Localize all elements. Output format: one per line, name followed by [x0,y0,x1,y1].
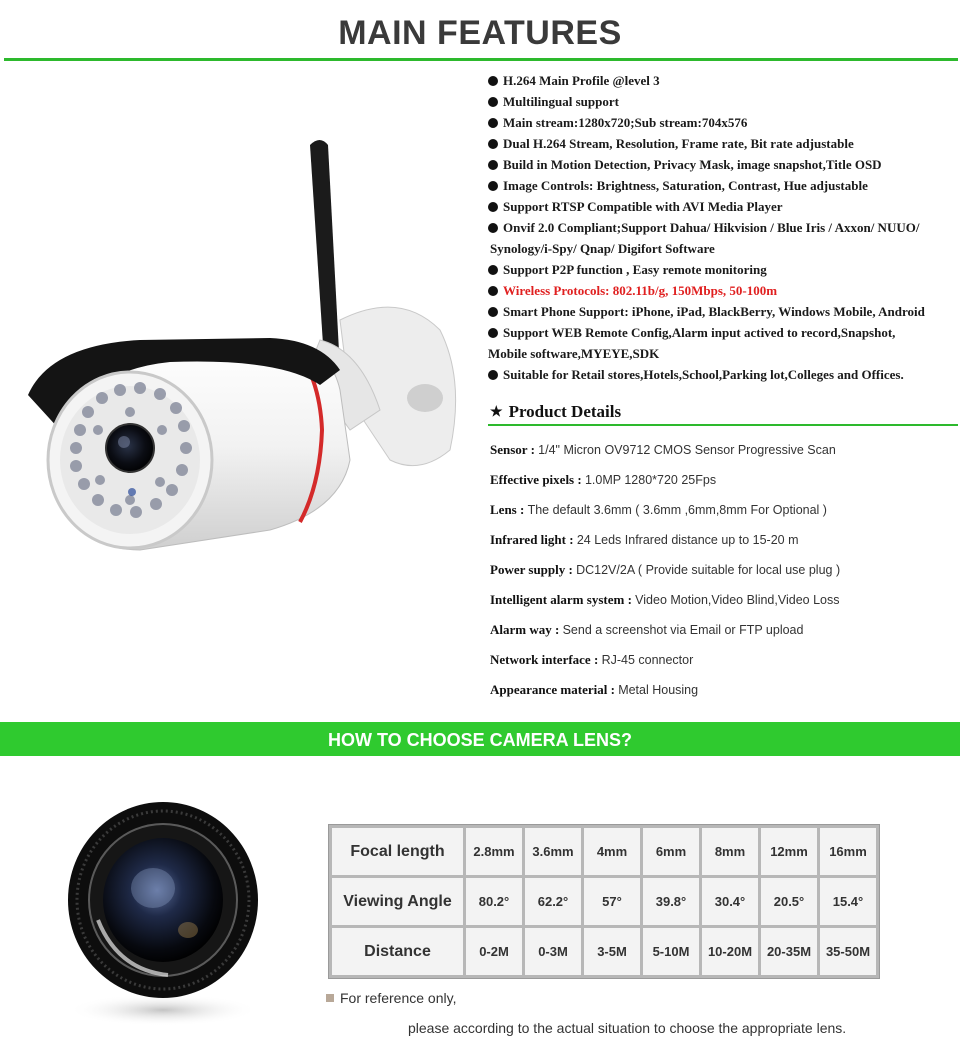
feature-text: Main stream:1280x720;Sub stream:704x576 [503,115,748,130]
detail-row: Lens : The default 3.6mm ( 3.6mm ,6mm,8mm For Optional ) [490,502,827,517]
detail-label: Infrared light [490,532,566,547]
detail-row: Power supply : DC12V/2A ( Provide suitable for local use plug ) [490,562,841,577]
feature-text: Image Controls: Brightness, Saturation, Contrast, Hue adjustable [503,178,868,193]
star-icon: ★ [490,405,503,420]
product-details-title: Product Details [508,402,622,421]
feature-item [488,301,958,322]
bullet-icon [488,370,498,380]
bullet-icon [488,97,498,107]
bullet-icon [488,76,498,86]
detail-value: DC12V/2A ( Provide suitable for local use plug ) [576,563,841,577]
feature-item [488,217,958,238]
table-cell: 20-35M [761,928,817,975]
bullet-icon [488,202,498,212]
product-details-heading [490,402,956,426]
feature-text: Smart Phone Support: iPhone, iPad, BlackBerry, Windows Mobile, Android [503,304,925,319]
row-header: Distance [332,928,463,975]
lens-section-heading: HOW TO CHOOSE CAMERA LENS? [0,722,960,756]
bullet-icon [488,286,498,296]
reference-note-continued: please according to the actual situation to choose the appropriate lens. [408,1020,847,1036]
detail-value: Metal Housing [618,683,699,697]
detail-label: Power supply [490,562,566,577]
table-cell: 2.8mm [466,828,522,875]
camera-lens-image [58,800,268,1030]
table-cell: 10-20M [702,928,758,975]
bullet-icon [488,181,498,191]
features-list [488,70,958,385]
feature-text: Support WEB Remote Config,Alarm input actived to record,Snapshot, [503,325,896,340]
table-cell: 6mm [643,828,699,875]
product-details-divider [488,424,958,426]
feature-text: Dual H.264 Stream, Resolution, Frame rate, Bit rate adjustable [503,136,854,151]
bullet-icon [488,160,498,170]
detail-row: Effective pixels : 1.0MP 1280*720 25Fps [490,472,717,487]
feature-text: Onvif 2.0 Compliant;Support Dahua/ Hikvision / Blue Iris / Axxon/ NUUO/ [503,220,920,235]
table-cell: 5-10M [643,928,699,975]
detail-value: 1/4" Micron OV9712 CMOS Sensor Progressive Scan [538,443,836,457]
detail-value: The default 3.6mm ( 3.6mm ,6mm,8mm For Optional ) [527,503,827,517]
feature-item [488,91,958,112]
detail-row: Intelligent alarm system : Video Motion,Video Blind,Video Loss [490,592,840,607]
square-bullet-icon [326,994,334,1002]
detail-value: RJ-45 connector [601,653,694,667]
feature-item [488,322,958,343]
detail-row: Infrared light : 24 Leds Infrared distance up to 15-20 m [490,532,799,547]
feature-item [488,70,958,91]
table-cell: 0-2M [466,928,522,975]
table-cell: 20.5° [761,878,817,925]
feature-text: Support P2P function , Easy remote monitoring [503,262,767,277]
bullet-icon [488,328,498,338]
detail-value: Video Motion,Video Blind,Video Loss [635,593,840,607]
product-details-list [490,440,960,710]
table-row [332,878,876,925]
feature-text: Build in Motion Detection, Privacy Mask, image snapshot,Title OSD [503,157,882,172]
table-cell: 35-50M [820,928,876,975]
bullet-camera-image [20,130,480,570]
feature-item [488,175,958,196]
table-cell: 16mm [820,828,876,875]
feature-text: Wireless Protocols: 802.11b/g, 150Mbps, 50-100m [503,283,778,298]
page-title: MAIN FEATURES [338,14,622,52]
table-row [332,828,876,875]
table-cell: 8mm [702,828,758,875]
table-cell: 3-5M [584,928,640,975]
feature-item [488,364,958,385]
feature-continuation: Mobile software,MYEYE,SDK [488,346,660,361]
table-cell: 30.4° [702,878,758,925]
detail-row: Alarm way : Send a screenshot via Email or FTP upload [490,622,804,637]
bullet-icon [488,307,498,317]
detail-label: Lens [490,502,517,517]
detail-value: 1.0MP 1280*720 25Fps [584,473,717,487]
row-header: Viewing Angle [332,878,463,925]
table-cell: 62.2° [525,878,581,925]
title-divider [4,58,958,61]
feature-text: Multilingual support [503,94,619,109]
detail-label: Appearance material [490,682,608,697]
detail-row: Appearance material : Metal Housing [490,682,699,697]
feature-item [488,154,958,175]
table-cell: 3.6mm [525,828,581,875]
feature-text: Support RTSP Compatible with AVI Media Player [503,199,783,214]
bullet-icon [488,139,498,149]
detail-value: 24 Leds Infrared distance up to 15-20 m [576,533,799,547]
detail-label: Network interface [490,652,591,667]
bullet-icon [488,118,498,128]
feature-text: H.264 Main Profile @level 3 [503,73,660,88]
detail-label: Alarm way [490,622,552,637]
detail-label: Effective pixels [490,472,575,487]
feature-item [488,196,958,217]
reference-note [326,990,456,1006]
table-cell: 15.4° [820,878,876,925]
table-cell: 4mm [584,828,640,875]
lens-comparison-table [328,824,880,979]
detail-value: Send a screenshot via Email or FTP upload [562,623,804,637]
feature-item [488,112,958,133]
table-cell: 80.2° [466,878,522,925]
detail-label: Sensor [490,442,528,457]
bullet-icon [488,265,498,275]
table-cell: 57° [584,878,640,925]
detail-label: Intelligent alarm system [490,592,625,607]
feature-continuation: Synology/i-Spy/ Qnap/ Digifort Software [490,241,715,256]
feature-text: Suitable for Retail stores,Hotels,School,Parking lot,Colleges and Offices. [503,367,904,382]
reference-note-text: For reference only, [340,990,457,1006]
table-cell: 39.8° [643,878,699,925]
bullet-icon [488,223,498,233]
feature-item [488,133,958,154]
table-cell: 12mm [761,828,817,875]
feature-item [488,259,958,280]
table-cell: 0-3M [525,928,581,975]
feature-item-highlight [488,280,958,301]
detail-row: Network interface : RJ-45 connector [490,652,694,667]
detail-row: Sensor : 1/4" Micron OV9712 CMOS Sensor Progressive Scan [490,442,836,457]
table-row [332,928,876,975]
row-header: Focal length [332,828,463,875]
